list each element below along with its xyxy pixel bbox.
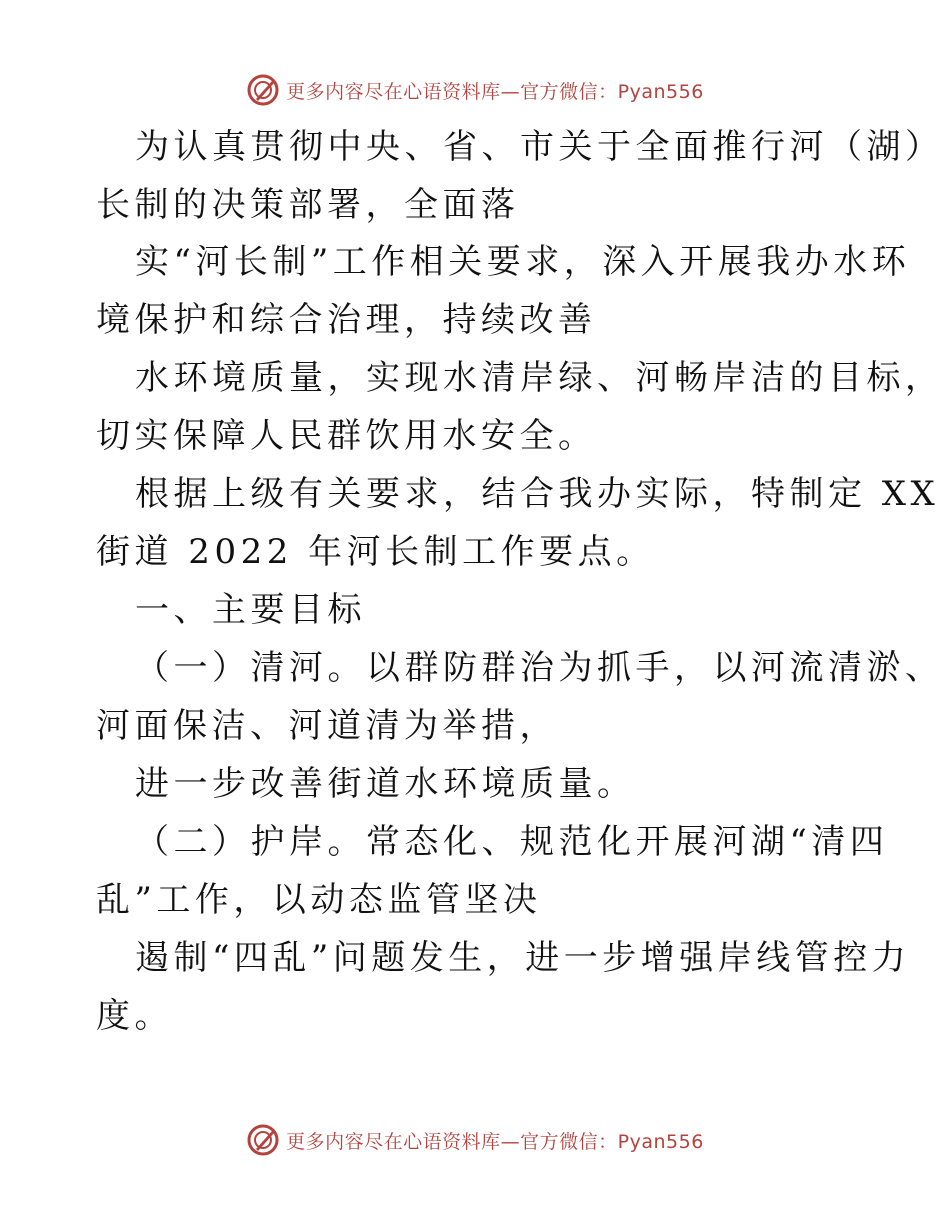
body-line: 境保护和综合治理，持续改善 — [96, 300, 597, 340]
pen-logo-icon — [246, 1123, 280, 1157]
section-heading: 一、主要目标 — [135, 590, 366, 630]
body-line: 实“河长制”工作相关要求，深入开展我办水环 — [135, 242, 911, 282]
body-line: 河面保洁、河道清为举措， — [96, 706, 558, 746]
body-line: 切实保障人民群饮用水安全。 — [96, 416, 597, 456]
body-line: （一）清河。以群防群治为抓手，以河流清淤、 — [135, 648, 944, 688]
body-line: 水环境质量，实现水清岸绿、河畅岸洁的目标， — [135, 358, 944, 398]
body-line: 长制的决策部署，全面落 — [96, 185, 520, 225]
body-line: 为认真贯彻中央、省、市关于全面推行河（湖） — [135, 127, 944, 167]
header-watermark-text: 更多内容尽在心语资料库—官方微信：Pyan556 — [286, 80, 704, 103]
body-line: 根据上级有关要求，结合我办实际，特制定 XX — [135, 474, 940, 514]
body-line: 遏制“四乱”问题发生，进一步增强岸线管控力 — [135, 938, 911, 978]
footer-watermark-text: 更多内容尽在心语资料库—官方微信：Pyan556 — [286, 1130, 704, 1153]
body-line: 进一步改善街道水环境质量。 — [135, 764, 636, 804]
body-line: 度。 — [96, 996, 173, 1036]
body-line: 街道 2022 年河长制工作要点。 — [96, 532, 655, 572]
footer-watermark — [0, 1120, 950, 1160]
body-line: 乱”工作，以动态监管坚决 — [96, 880, 542, 920]
body-line: （二）护岸。常态化、规范化开展河湖“清四 — [135, 822, 889, 862]
